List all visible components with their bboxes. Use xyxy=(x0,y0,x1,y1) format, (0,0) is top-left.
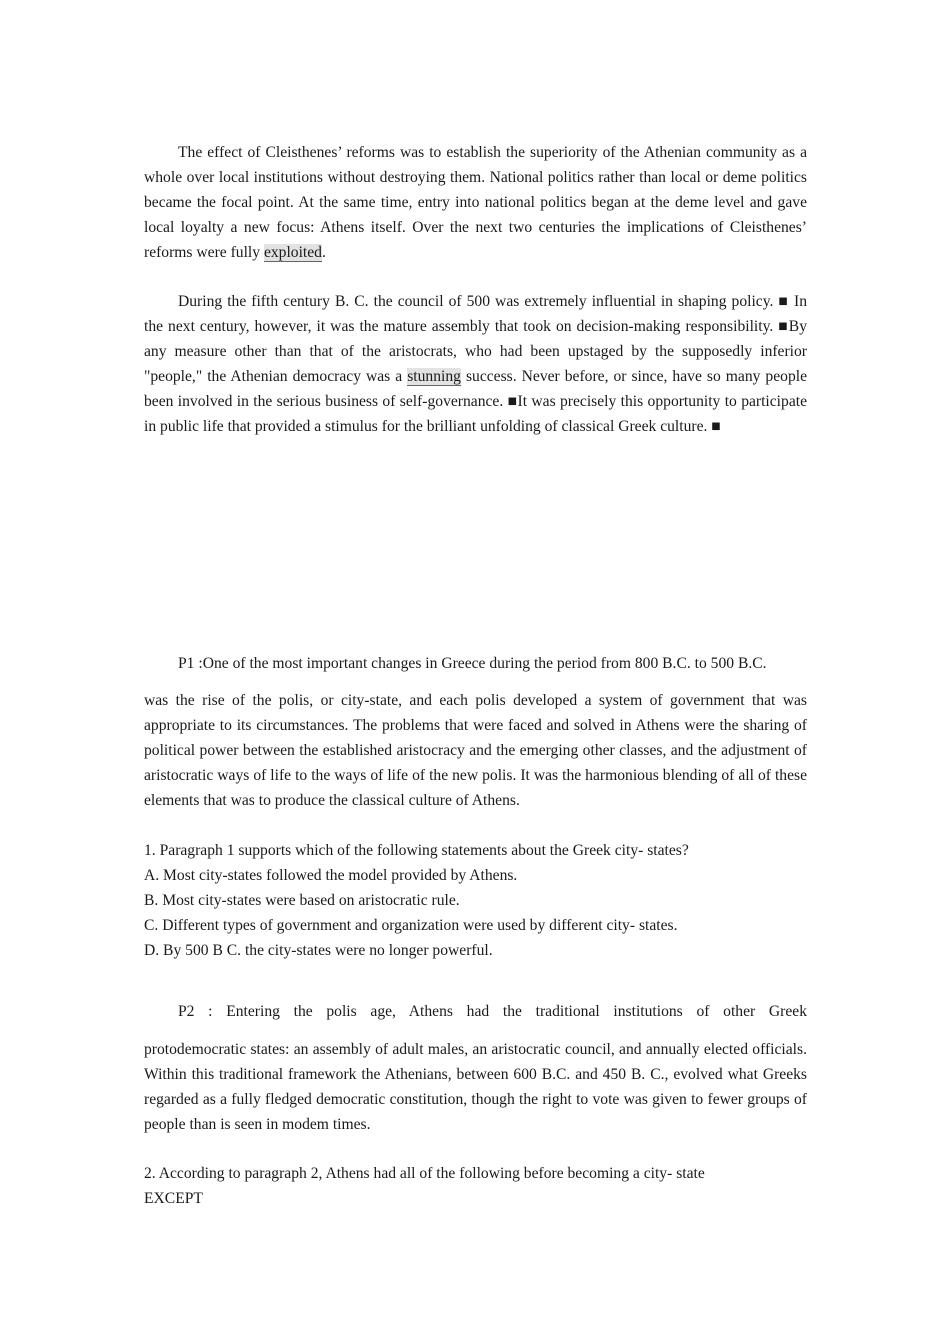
p1-first-line: P1 :One of the most important changes in Greece during the period from 800 B.C. to 500 B.C. xyxy=(178,655,767,672)
p2-first-line: P2 : Entering the polis age, Athens had the traditional institutions of other Greek xyxy=(178,1003,807,1020)
question-1-option-a[interactable]: A. Most city-states followed the model provided by Athens. xyxy=(144,866,518,884)
question-2 xyxy=(144,1162,807,1212)
paragraph-council-of-500 xyxy=(144,290,807,439)
question-1-option-c[interactable]: C. Different types of government and organization were used by different city- states. xyxy=(144,916,678,934)
p1-body: was the rise of the polis, or city-state, and each polis developed a system of government that was appropriate to its circumstances. The problems that were faced and solved in Athens were the sharing of political power between the established aristocracy and the emerging other classes, and the adjustment of aristocratic ways of life to the ways of life of the new polis. It was the harmonious blending of all of these elements that was to produce the classical culture of Athens. xyxy=(144,692,807,809)
highlighted-word-exploited[interactable]: exploited xyxy=(263,243,322,261)
question-2-stem-line1: 2. According to paragraph 2, Athens had all of the following before becoming a city- state xyxy=(144,1165,705,1182)
paragraph-text-end: . xyxy=(321,243,326,261)
paragraph-text: The effect of Cleisthenes’ reforms was to establish the superiority of the Athenian community as a whole over local institutions without destroying them. National politics rather than local or deme politics became the focal point. At the same time, entry into national politics began at the deme level and gave local loyalty a new focus: Athens itself. Over the next two centuries the implications of Cleisthenes’ reforms were fully xyxy=(144,144,807,261)
paragraph-text-end: success. Never before, or since, have so many people been involved in the serious business of self-governance. ■It was precisely this opportunity to participate in public life that provided a stimulus for the brilliant unfolding of classical Greek culture. ■ xyxy=(144,367,807,435)
p2-body: protodemocratic states: an assembly of adult males, an aristocratic council, and annually elected officials. Within this traditional framework the Athenians, between 600 B.C. and 450 B. C., evolved what Greeks regarded as a fully fledged democratic constitution, though the right to vote was given to fewer groups of people than is seen in modem times. xyxy=(144,1041,807,1133)
paragraph-text: During the fifth century B. C. the council of 500 was extremely influential in shaping policy. ■ In the next century, however, it was the mature assembly that took on decision-making responsibility. ■By any measure other than that of the aristocrats, who had been upstaged by the supposedly inferior "people," the Athenian democracy was a xyxy=(144,293,807,385)
question-1-option-d[interactable]: D. By 500 B C. the city-states were no longer powerful. xyxy=(144,941,493,959)
paragraph-cleisthenes-effect xyxy=(144,141,807,266)
question-1-option-b[interactable]: B. Most city-states were based on aristocratic rule. xyxy=(144,891,460,909)
question-2-stem-line2: EXCEPT xyxy=(144,1189,203,1207)
highlighted-word-stunning[interactable]: stunning xyxy=(407,367,461,385)
question-1-stem: 1. Paragraph 1 supports which of the following statements about the Greek city- states? xyxy=(144,842,689,859)
question-1 xyxy=(144,839,807,964)
